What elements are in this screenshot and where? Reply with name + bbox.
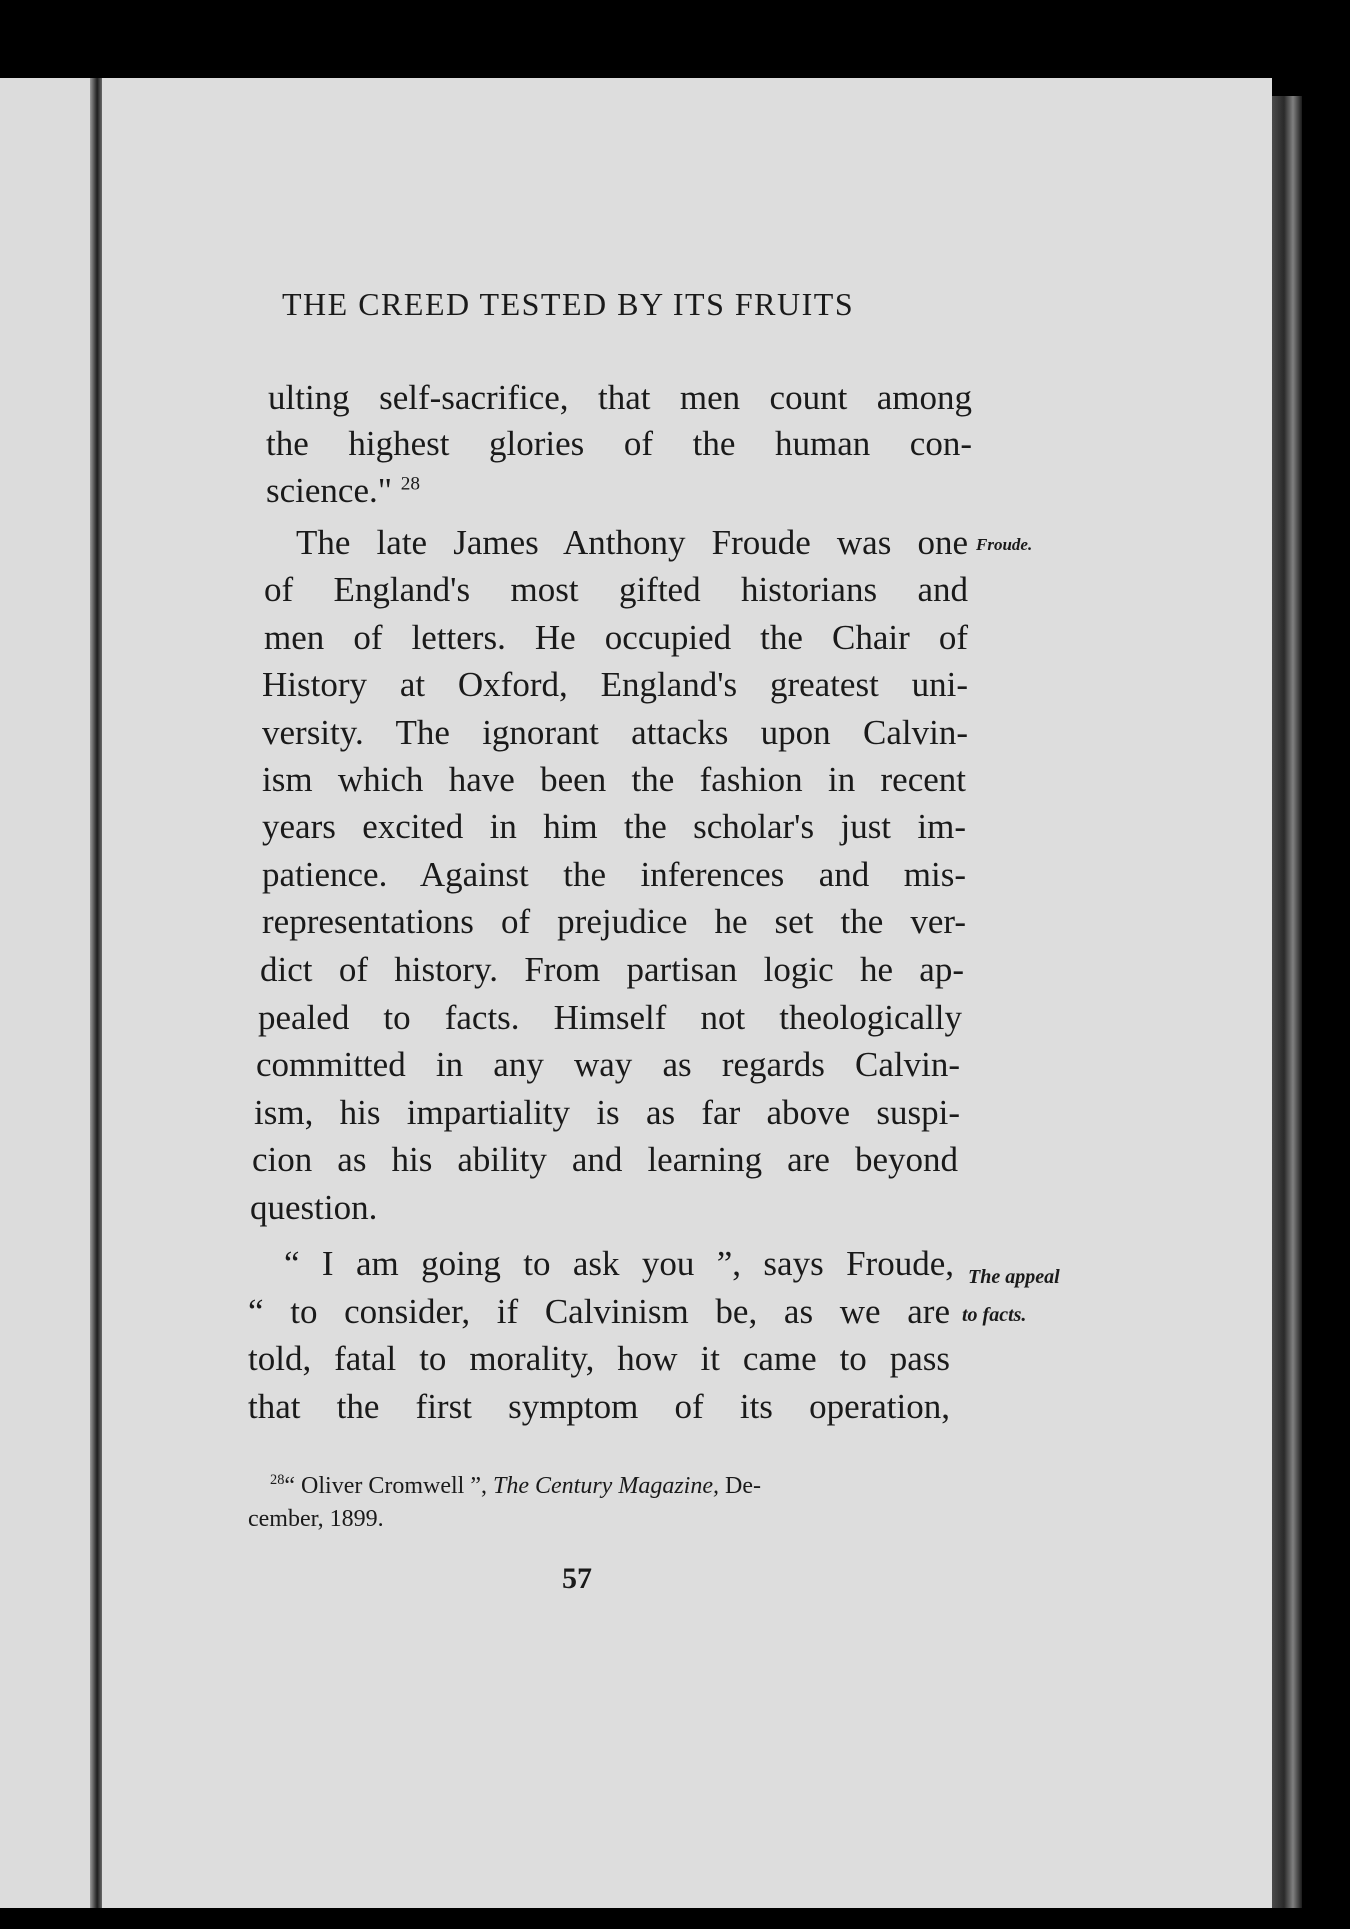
body-line: men of letters. He occupied the Chair of: [264, 618, 968, 657]
body-line: pealed to facts. Himself not theologically: [258, 998, 962, 1037]
body-line: told, fatal to morality, how it came to pass: [248, 1339, 950, 1378]
body-line: question.: [250, 1188, 378, 1227]
margin-note-froude: Froude.: [976, 535, 1033, 554]
body-line: ism which have been the fashion in recent: [262, 760, 966, 799]
footnote-journal: The Century Magazine,: [493, 1473, 719, 1499]
footnote-line: cember, 1899.: [248, 1506, 384, 1532]
body-line: ulting self-sacrifice, that men count among: [268, 378, 972, 417]
body-line: History at Oxford, England's greatest uni-: [262, 665, 968, 704]
footnote-text: De-: [724, 1473, 761, 1499]
body-line: representations of prejudice he set the ver-: [262, 902, 966, 941]
margin-note-to-facts: to facts.: [962, 1304, 1027, 1326]
footnote-line: [270, 1470, 761, 1503]
page-fore-edge: [1272, 96, 1302, 1908]
body-line: that the first symptom of its operation,: [248, 1387, 950, 1426]
running-head: THE CREED TESTED BY ITS FRUITS: [282, 286, 855, 322]
body-line: committed in any way as regards Calvin-: [256, 1045, 960, 1084]
body-line: versity. The ignorant attacks upon Calvin-: [262, 713, 968, 752]
body-line: [266, 467, 446, 515]
facing-page-edge: [0, 78, 96, 1908]
body-line: ism, his impartiality is as far above suspi-: [254, 1093, 960, 1132]
body-line: “ to consider, if Calvinism be, as we are: [248, 1292, 950, 1331]
body-line: the highest glories of the human con-: [266, 424, 972, 463]
body-line: years excited in him the scholar's just im-: [262, 807, 966, 846]
footnote-reference: 28: [400, 473, 421, 495]
body-line-text: science.": [266, 471, 393, 510]
body-line: of England's most gifted historians and: [264, 570, 968, 609]
body-line: The late James Anthony Froude was one: [296, 523, 968, 562]
page-number: 57: [562, 1562, 592, 1595]
footnote-title: “ Oliver Cromwell ”,: [284, 1473, 487, 1499]
footnote-number: 28: [270, 1472, 285, 1488]
body-line: “ I am going to ask you ”, says Froude,: [284, 1244, 954, 1283]
body-line: dict of history. From partisan logic he ap-: [260, 950, 964, 989]
body-line: patience. Against the inferences and mis-: [262, 855, 966, 894]
margin-note-appeal: The appeal: [968, 1266, 1060, 1288]
body-line: cion as his ability and learning are beyond: [252, 1140, 958, 1179]
book-gutter: [90, 78, 102, 1908]
